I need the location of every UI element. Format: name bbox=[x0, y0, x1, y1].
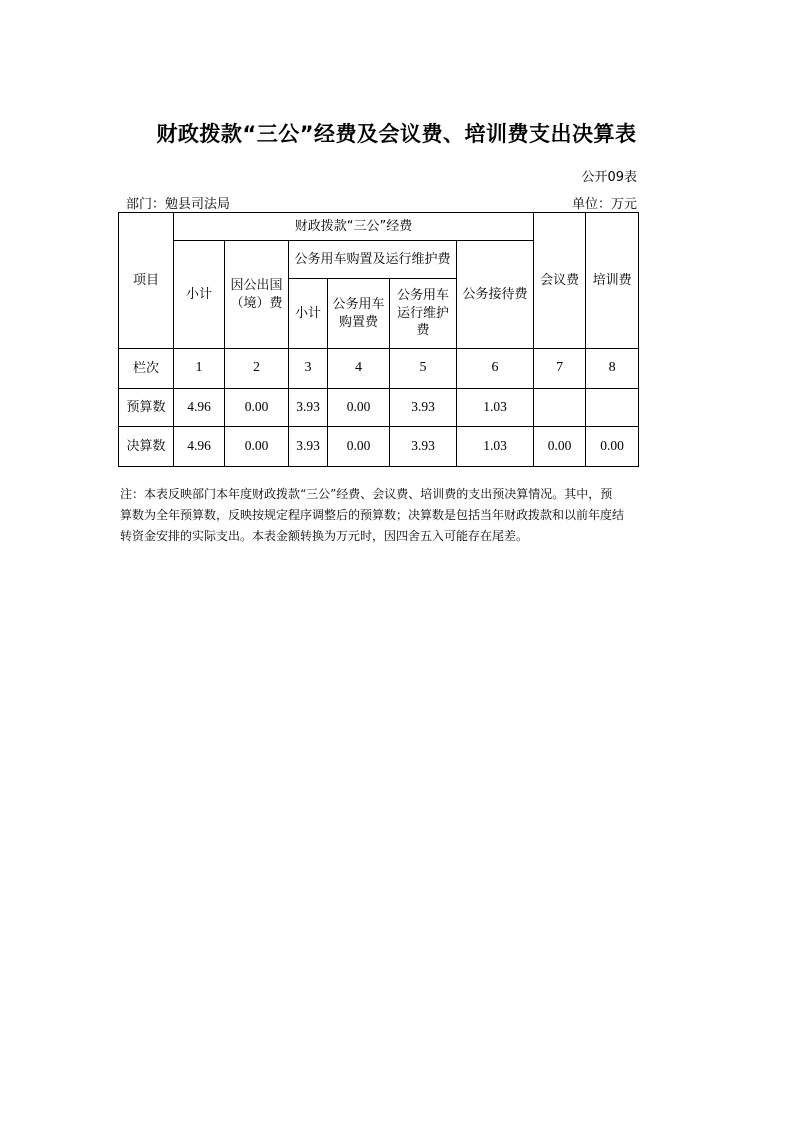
header-subtotal: 小计 bbox=[174, 241, 225, 349]
table-row bbox=[119, 427, 639, 467]
row-label: 栏次 bbox=[119, 349, 174, 389]
table-cell: 8 bbox=[586, 349, 639, 389]
table-cell: 1.03 bbox=[457, 427, 534, 467]
header-abroad-line2: （境）费 bbox=[230, 295, 283, 311]
header-vehicle-subtotal: 小计 bbox=[289, 279, 328, 349]
header-vehicle: 公务用车购置及运行维护费 bbox=[289, 241, 457, 279]
table-cell: 3.93 bbox=[390, 389, 457, 427]
table-cell: 7 bbox=[534, 349, 586, 389]
header-vehicle-operation-line2: 运行维护 bbox=[396, 305, 449, 321]
expense-table bbox=[118, 212, 639, 467]
table-cell: 4.96 bbox=[174, 427, 225, 467]
department-label: 部门：勉县司法局 bbox=[126, 197, 231, 212]
header-vehicle-operation-line3: 费 bbox=[416, 323, 430, 339]
table-cell: 3.93 bbox=[289, 389, 328, 427]
row-label: 预算数 bbox=[119, 389, 174, 427]
header-vehicle-purchase-line1: 公务用车 bbox=[332, 296, 385, 312]
header-training: 培训费 bbox=[586, 213, 639, 349]
header-sangong: 财政拨款“三公”经费 bbox=[174, 213, 534, 241]
footnote-line: 转资金安排的实际支出。本表金额转换为万元时，因四舍五入可能存在尾差。 bbox=[120, 529, 529, 543]
table-cell bbox=[586, 389, 639, 427]
header-vehicle-purchase bbox=[328, 279, 390, 349]
table-cell: 5 bbox=[390, 349, 457, 389]
table-cell: 3.93 bbox=[289, 427, 328, 467]
table-cell: 1 bbox=[174, 349, 225, 389]
table-cell: 0.00 bbox=[225, 427, 289, 467]
table-cell: 0.00 bbox=[586, 427, 639, 467]
header-meeting: 会议费 bbox=[534, 213, 586, 349]
header-vehicle-operation-line1: 公务用车 bbox=[396, 288, 449, 304]
table-cell: 0.00 bbox=[328, 427, 390, 467]
page-title: 财政拨款“三公”经费及会议费、培训费支出决算表 bbox=[156, 122, 637, 146]
header-vehicle-operation bbox=[390, 279, 457, 349]
header-row-1 bbox=[119, 213, 639, 241]
table-cell: 4.96 bbox=[174, 389, 225, 427]
footnote-line: 算数为全年预算数，反映按规定程序调整后的预算数；决算数是包括当年财政拨款和以前年度结 bbox=[120, 508, 625, 522]
header-abroad-line1: 因公出国 bbox=[230, 277, 283, 293]
header-vehicle-purchase-line2: 购置费 bbox=[338, 314, 378, 330]
table-cell: 0.00 bbox=[225, 389, 289, 427]
table-cell: 6 bbox=[457, 349, 534, 389]
row-label: 决算数 bbox=[119, 427, 174, 467]
table-cell: 0.00 bbox=[534, 427, 586, 467]
table-cell: 2 bbox=[225, 349, 289, 389]
header-reception: 公务接待费 bbox=[457, 241, 534, 349]
header-item: 项目 bbox=[119, 213, 174, 349]
table-cell: 3.93 bbox=[390, 427, 457, 467]
footnote-line: 注：本表反映部门本年度财政拨款“三公”经费、会议费、培训费的支出预决算情况。其中，预 bbox=[120, 487, 613, 501]
form-number: 公开09表 bbox=[581, 170, 637, 185]
table-row bbox=[119, 349, 639, 389]
table-cell bbox=[534, 389, 586, 427]
footnote bbox=[120, 484, 640, 547]
table-cell: 1.03 bbox=[457, 389, 534, 427]
header-abroad bbox=[225, 241, 289, 349]
table-row bbox=[119, 389, 639, 427]
table-cell: 3 bbox=[289, 349, 328, 389]
table-cell: 4 bbox=[328, 349, 390, 389]
table-cell: 0.00 bbox=[328, 389, 390, 427]
unit-label: 单位：万元 bbox=[571, 197, 637, 212]
